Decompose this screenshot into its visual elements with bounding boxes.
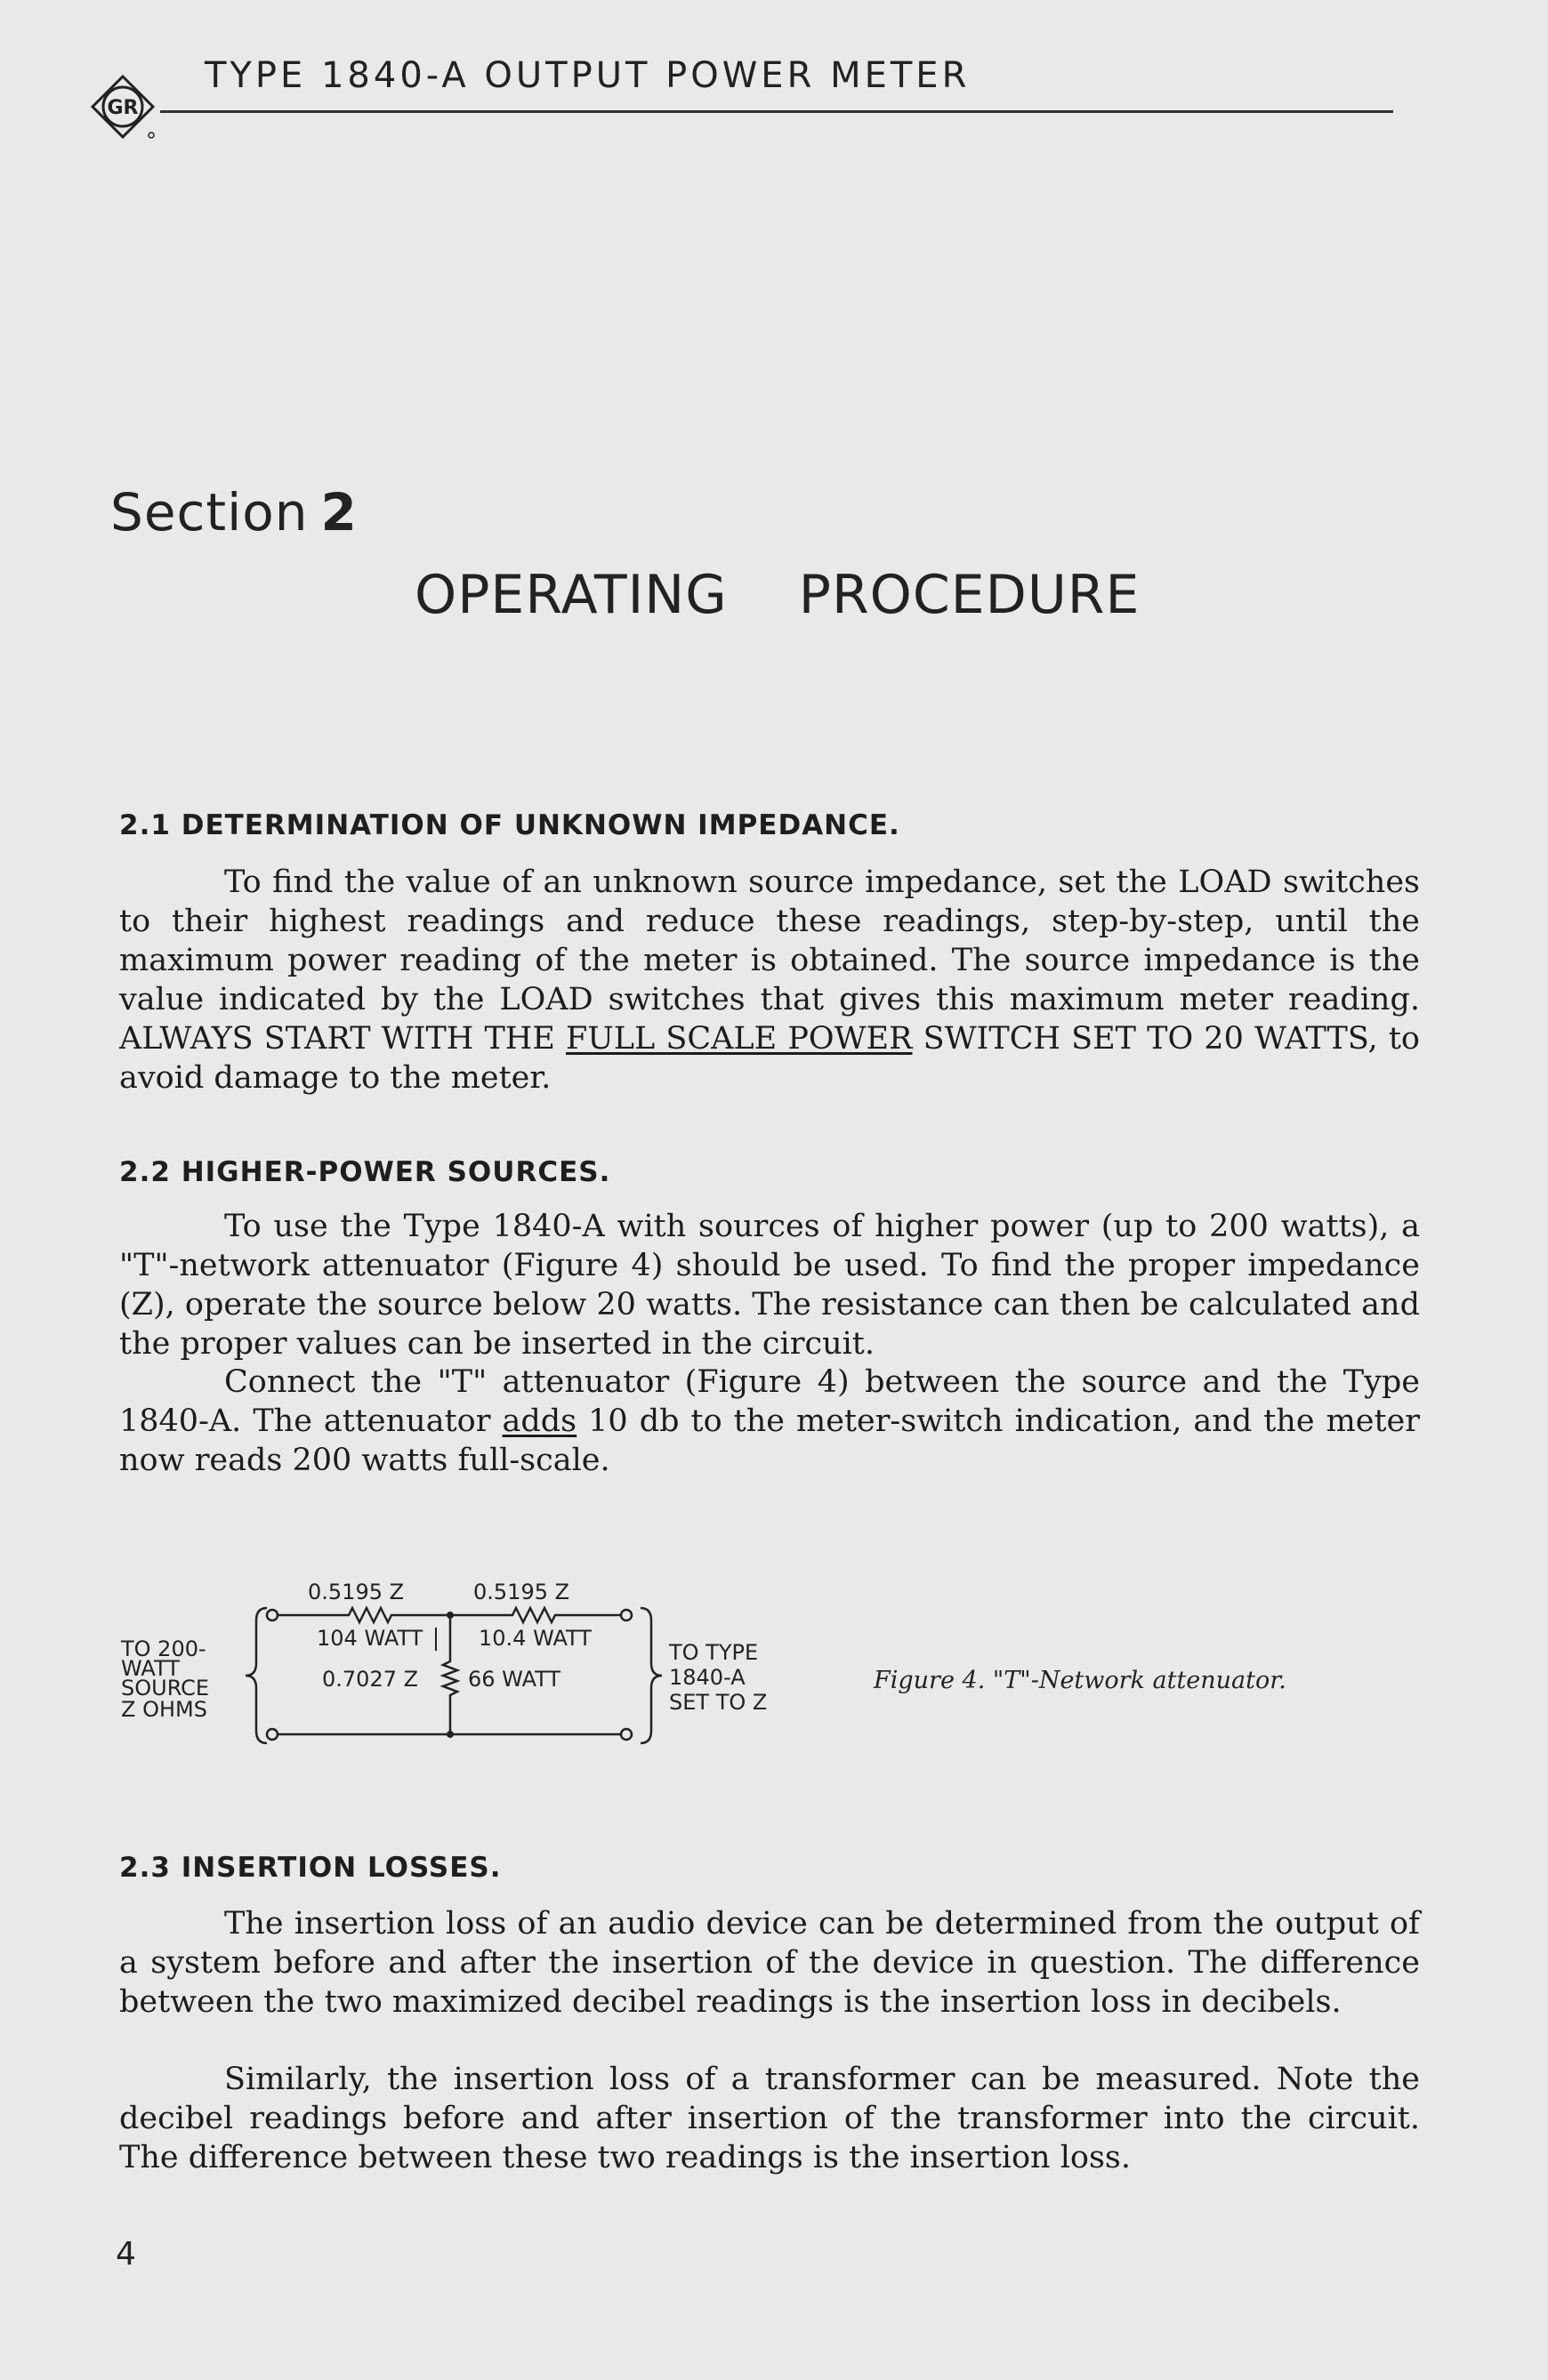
terminal-out-bottom [621, 1729, 632, 1740]
header-rule [160, 110, 1393, 113]
figure-caption: Figure 4. "T"-Network attenuator. [874, 1667, 1286, 1694]
left-brace [246, 1608, 267, 1743]
chapter-title: OPERATING PROCEDURE [415, 564, 1141, 626]
heading-2-3: 2.3 INSERTION LOSSES. [119, 1852, 502, 1884]
shunt-resistor [443, 1615, 457, 1734]
right-brace [641, 1608, 662, 1743]
r1-watt: 104 WATT [317, 1626, 423, 1651]
heading-2-2: 2.2 HIGHER-POWER SOURCES. [119, 1156, 611, 1188]
terminal-in-bottom [267, 1729, 278, 1740]
source-label-1: TO 200- [121, 1636, 206, 1661]
gr-logo [89, 73, 157, 141]
r2-value: 0.5195 Z [473, 1580, 570, 1604]
terminal-out-top [621, 1610, 632, 1620]
source-label-2: WATT [121, 1656, 180, 1681]
load-label-1: TO TYPE [669, 1640, 759, 1665]
t-network-diagram [116, 1565, 827, 1788]
shunt-value: 0.7027 Z [322, 1667, 419, 1692]
junction-top [447, 1612, 454, 1619]
r1-value: 0.5195 Z [308, 1580, 405, 1604]
underlined-phrase: FULL SCALE POWER [566, 1021, 913, 1057]
section-label [110, 482, 358, 543]
shunt-watt: 66 WATT [468, 1667, 561, 1692]
r2-watt: 10.4 WATT [479, 1626, 592, 1651]
load-label-2: 1840-A [669, 1665, 746, 1690]
series-resistor-1 [278, 1608, 450, 1622]
series-resistor-2 [450, 1608, 621, 1622]
paragraph-2-3-a: The insertion loss of an audio device can be determined from the output of a system before and after the insertion of the device in question. The difference between the two maximized decibel readings is the insertion loss in decibels. [119, 1906, 1420, 2020]
paragraph-2-2-a: To use the Type 1840-A with sources of higher power (up to 200 watts), a "T"-network attenuator (Figure 4) should be used. To find the proper impedance (Z), operate the source below 20 watts. The resistance can then be calculated and the proper values can be inserted in the circuit. [119, 1209, 1420, 1362]
load-label-3: SET TO Z [669, 1690, 768, 1715]
paragraph-2-1: To find the value of an unknown source impedance, set the LOAD switches to their highest readings and reduce these readings, step-by-step, until the maximum power reading of the meter is obtained. The source impedance is the value indicated by the LOAD switches that gives this maximum meter reading. ALWAYS START WITH THE FULL SCALE POWER SWITCH SET TO 20 WATTS, to avoid damage to the meter. [119, 864, 1421, 1096]
section-word: Section [110, 482, 309, 543]
paragraph-2-2-b: Connect the "T" attenuator (Figure 4) between the source and the Type 1840-A. The attenuator adds 10 db to the meter-switch indication, and the meter now reads 200 watts full-scale. [119, 1364, 1420, 1478]
source-label-4: Z OHMS [121, 1697, 207, 1722]
page-number: 4 [116, 2236, 136, 2272]
underlined-word: adds [502, 1403, 577, 1439]
section-number: 2 [320, 482, 358, 543]
running-head: TYPE 1840-A OUTPUT POWER METER [205, 55, 971, 96]
terminal-in-top [267, 1610, 278, 1620]
logo-text: GR [107, 97, 139, 119]
paragraph-2-3-b: Similarly, the insertion loss of a transformer can be measured. Note the decibel readings before and after insertion of the transformer into the circuit. The difference between these two readings is the insertion loss. [119, 2062, 1420, 2175]
heading-2-1: 2.1 DETERMINATION OF UNKNOWN IMPEDANCE. [119, 809, 900, 841]
source-label-3: SOURCE [121, 1676, 210, 1701]
